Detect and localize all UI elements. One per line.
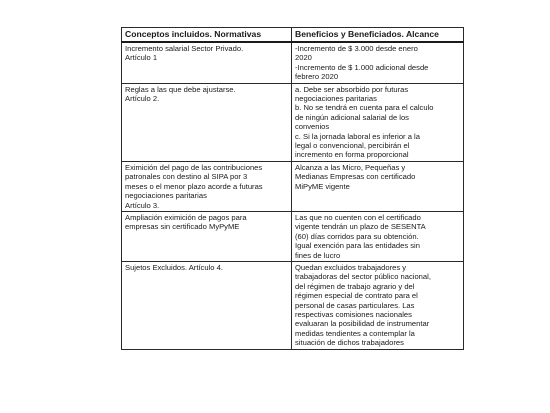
benefit-cell-line: personal de casas particulares. Las — [295, 300, 415, 310]
concept-cell-line: empresas sin certificado MyPyME — [125, 222, 240, 232]
benefit-cell-line: negociaciones paritarias — [295, 94, 377, 104]
normativas-table — [121, 27, 464, 350]
benefit-cell — [292, 161, 464, 211]
concept-cell-line: Artículo 1 — [125, 53, 158, 63]
concept-cell-line: Artículo 3. — [125, 200, 160, 210]
benefit-cell-line: b. No se tendrá en cuenta para el calculo — [295, 103, 434, 113]
concept-cell — [122, 42, 292, 83]
table-row — [122, 42, 464, 83]
benefit-cell-line: medidas tendientes a contemplar la — [295, 328, 415, 338]
benefit-cell-line: de ningún adicional salarial de los — [295, 112, 409, 122]
benefit-cell-line: trabajadoras del sector público nacional, — [295, 272, 431, 282]
benefit-cell-line: 2020 — [295, 53, 312, 63]
benefit-cell-line: (60) días corridos para su obtención. — [295, 231, 419, 241]
benefit-cell-line: del régimen de trabajo agrario y del — [295, 281, 415, 291]
concept-cell-line: Eximición del pago de las contribuciones — [125, 162, 263, 172]
concept-cell-line: Sujetos Excluidos. Artículo 4. — [125, 262, 223, 272]
benefit-cell-line: vigente tendrán un plazo de SESENTA — [295, 222, 426, 232]
benefit-cell-line: convenios — [295, 122, 330, 132]
table-row — [122, 161, 464, 211]
concept-cell-line: negociaciones paritarias — [125, 191, 207, 201]
benefit-cell-line: febrero 2020 — [295, 72, 339, 82]
table-row — [122, 211, 464, 261]
header-conceptos: Conceptos incluidos. Normativas — [122, 28, 292, 43]
benefit-cell — [292, 42, 464, 83]
benefit-cell-line: a. Debe ser absorbido por futuras — [295, 84, 409, 94]
benefit-cell-line: MiPyME vigente — [295, 181, 350, 191]
benefit-cell-line: Las que no cuenten con el certificado — [295, 212, 421, 222]
concept-cell — [122, 83, 292, 161]
concept-cell — [122, 211, 292, 261]
table-row — [122, 83, 464, 161]
benefit-cell-line: legal o convencional, percibirán el — [295, 141, 410, 151]
benefit-cell-line: respectivas comisiones nacionales — [295, 309, 412, 319]
benefit-cell-line: Quedan excluidos trabajadores y — [295, 262, 407, 272]
benefit-cell-line: fines de lucro — [295, 250, 341, 260]
benefit-cell — [292, 211, 464, 261]
benefit-cell — [292, 83, 464, 161]
header-row — [122, 28, 464, 43]
benefit-cell-line: -Incremento de $ 3.000 desde enero — [295, 44, 418, 53]
benefit-cell-line: evaluaran la posibilidad de instrumentar — [295, 319, 430, 329]
benefit-cell-line: situación de dichos trabajadores — [295, 338, 404, 348]
concept-cell-line: meses o el menor plazo acorde a futuras — [125, 181, 263, 191]
concept-cell-line: Reglas a las que debe ajustarse. — [125, 84, 236, 94]
benefit-cell-line: Igual exención para las entidades sin — [295, 241, 420, 251]
benefit-cell-line: Medianas Empresas con certificado — [295, 172, 416, 182]
concept-cell-line: Ampliación eximición de pagos para — [125, 212, 247, 222]
benefit-cell-line: c. Si la jornada laboral es inferior a la — [295, 131, 420, 141]
benefit-cell — [292, 261, 464, 349]
table-row — [122, 261, 464, 349]
header-beneficios: Beneficios y Beneficiados. Alcance — [292, 28, 464, 43]
benefit-cell-line: -Incremento de $ 1.000 adicional desde — [295, 62, 429, 72]
concept-cell-line: Incremento salarial Sector Privado. — [125, 44, 244, 53]
concept-cell — [122, 161, 292, 211]
concept-cell-line: Artículo 2. — [125, 94, 160, 104]
concept-cell-line: patronales con destino al SIPA por 3 — [125, 172, 248, 182]
concept-cell — [122, 261, 292, 349]
benefit-cell-line: régimen especial de contrato para el — [295, 291, 418, 301]
benefit-cell-line: Alcanza a las Micro, Pequeñas y — [295, 162, 406, 172]
benefit-cell-line: incremento en forma proporcional — [295, 150, 409, 160]
